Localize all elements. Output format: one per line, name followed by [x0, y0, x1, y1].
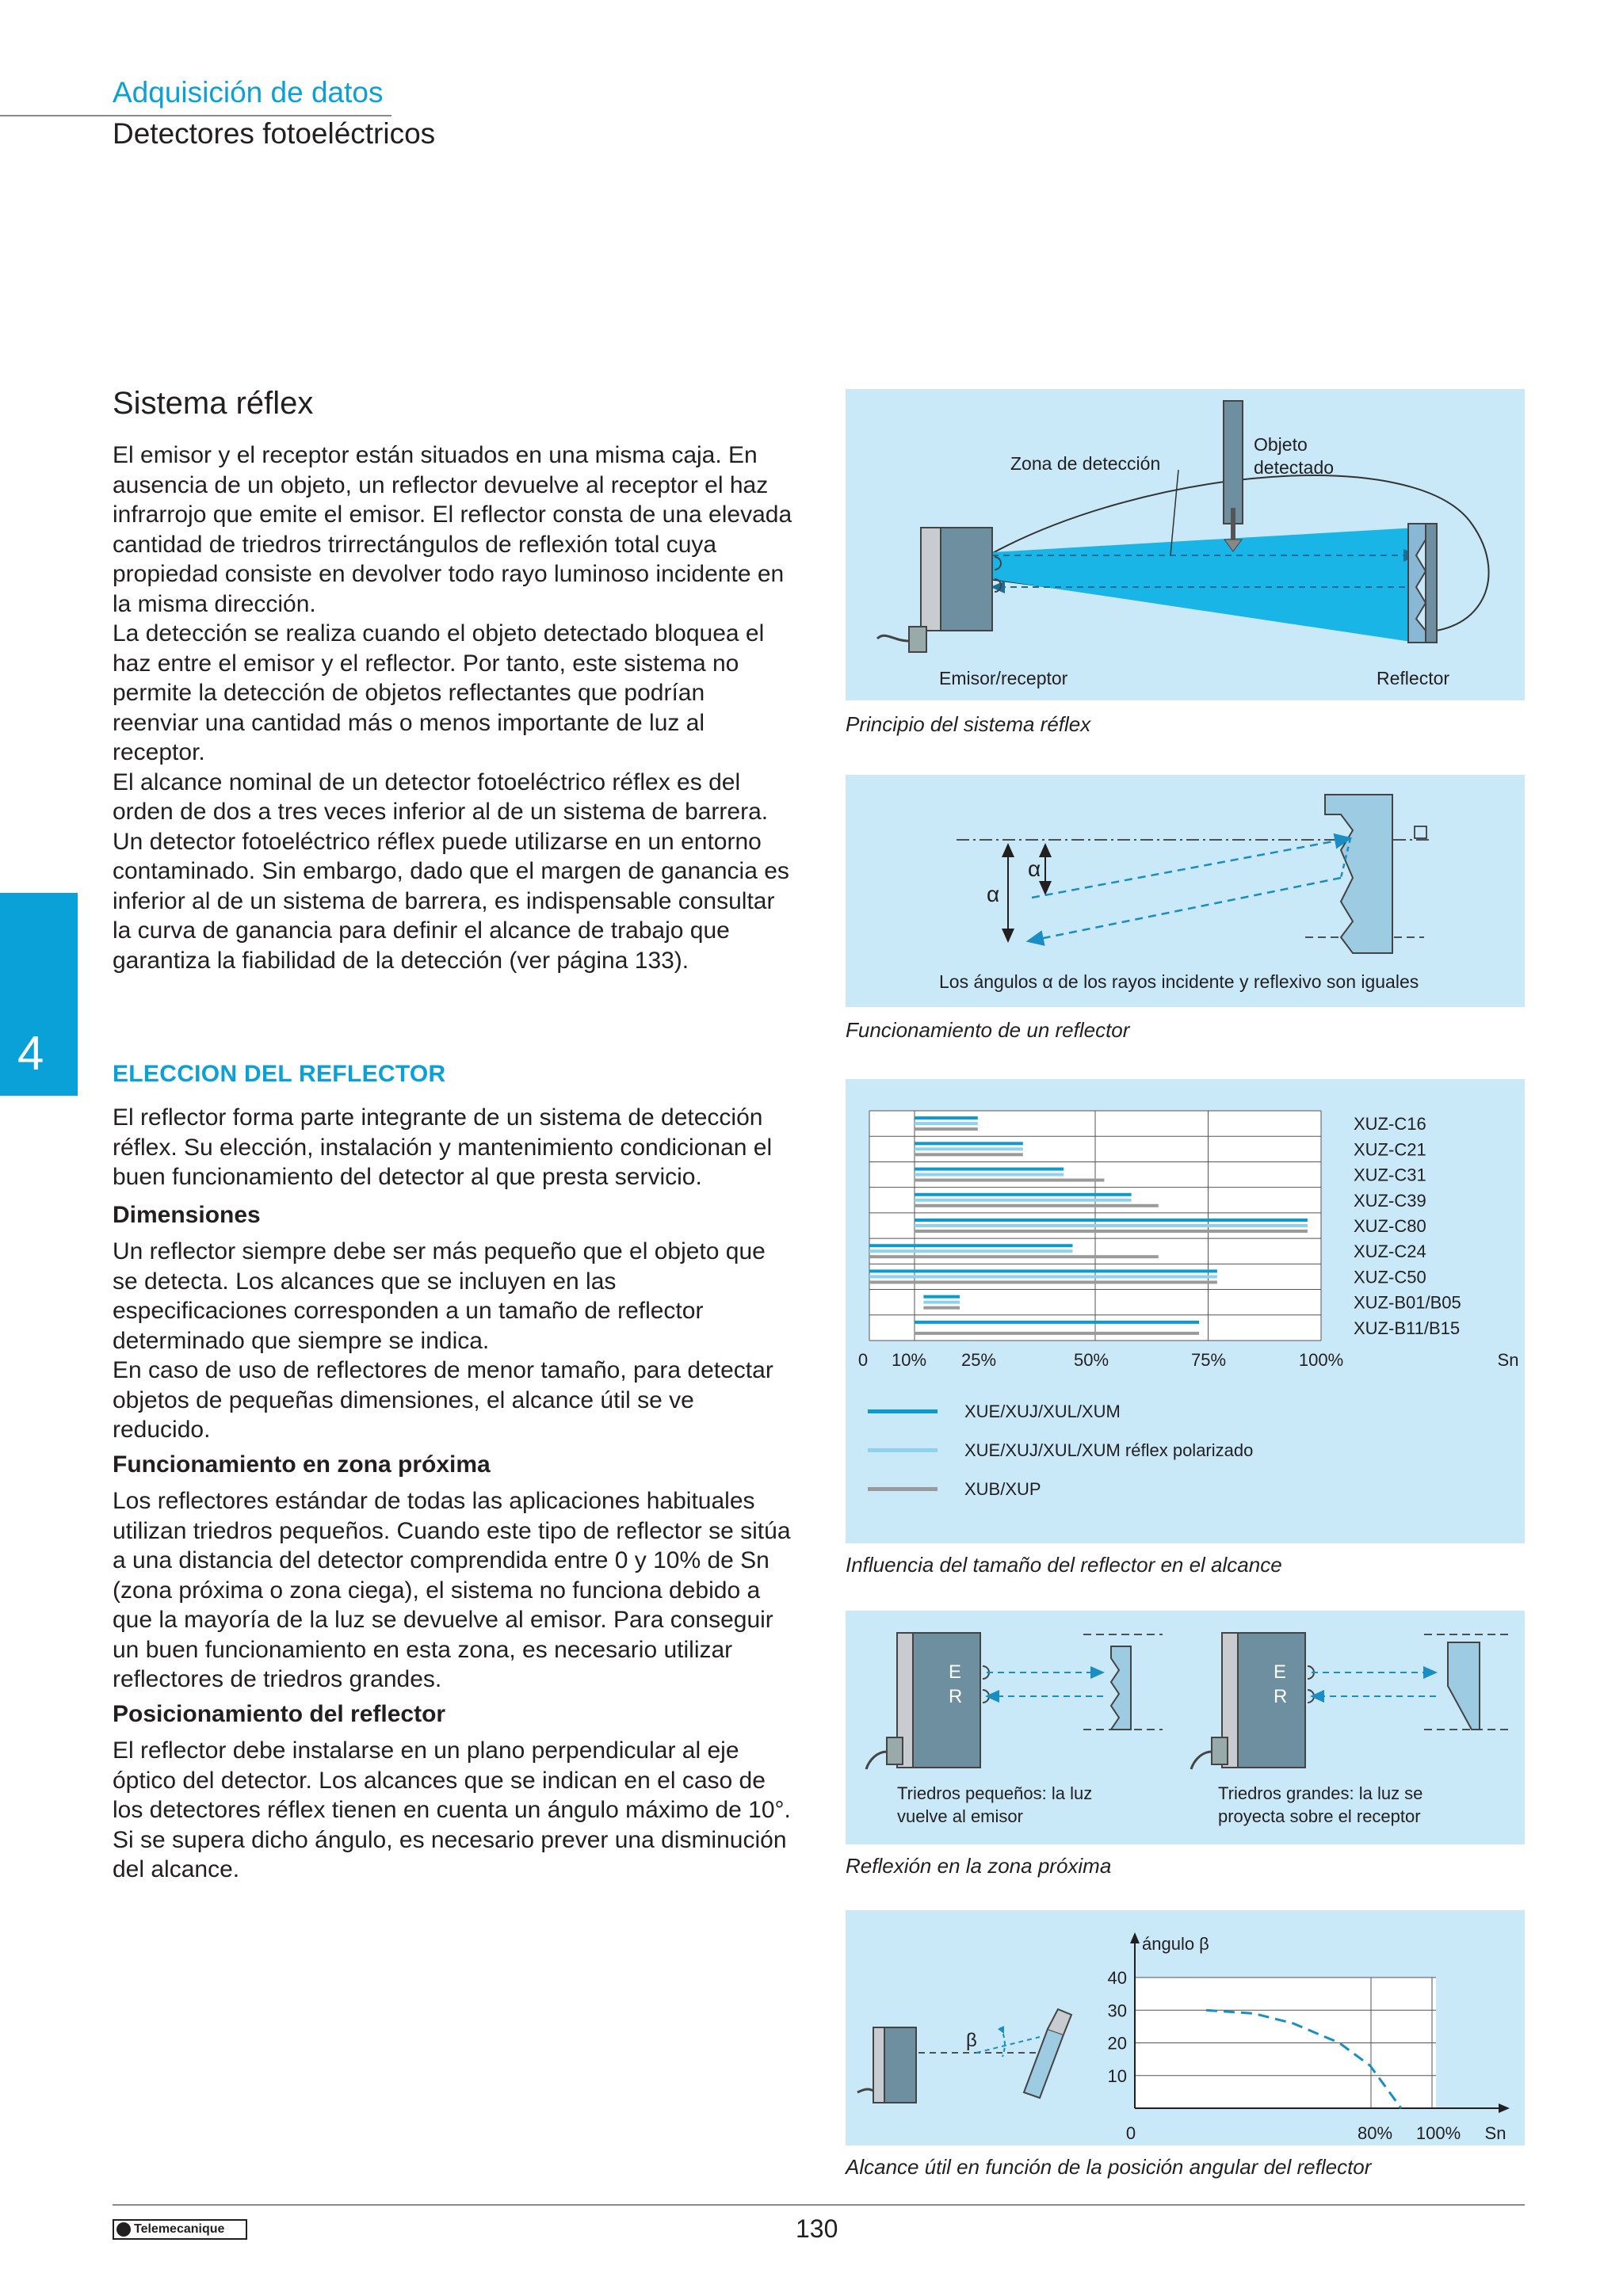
x-axis-arrow	[1499, 2103, 1510, 2113]
chart-bar	[915, 1168, 1064, 1171]
intro-paragraph: El emisor y el receptor están situados en una misma caja. En ausencia de un objeto, un reflector devuelve al receptor el haz infrarrojo que emite el emisor. El reflector consta de una elevada cantidad de triedros trirrectángulos de reflexión total cuya propiedad consiste en devolver todo rayo luminoso incidente en la misma dirección.	[113, 442, 792, 617]
dimensions-text	[113, 1237, 794, 1445]
x-tick-label: Sn	[1484, 2123, 1507, 2143]
x-tick-label: 100%	[1298, 1350, 1344, 1370]
chart-bar	[869, 1255, 1159, 1258]
right-lens-icon	[1308, 1666, 1314, 1703]
chart-bar	[915, 1122, 978, 1125]
chart-bar	[923, 1295, 960, 1299]
y-tick-label: 20	[1107, 2033, 1127, 2054]
logo-mark-icon	[116, 2222, 131, 2237]
figure-angle-chart	[846, 1910, 1525, 2145]
telemecanique-logo: Telemecanique	[113, 2219, 247, 2240]
right-cable	[1191, 1752, 1212, 1769]
near-zone-heading: Funcionamiento en zona próxima	[113, 1451, 491, 1478]
chapter-number: 4	[17, 1027, 44, 1080]
object-label-line1: Objeto	[1254, 434, 1308, 455]
small-triedros-reflector	[1111, 1646, 1131, 1730]
left-note-line1: Triedros pequeños: la luz	[897, 1783, 1093, 1803]
reflector-heading: ELECCION DEL REFLECTOR	[113, 1061, 446, 1087]
legend-label: XUE/XUJ/XUL/XUM réflex polarizado	[964, 1440, 1254, 1460]
caption-fig1: Principio del sistema réflex	[846, 712, 1091, 736]
angle-range-chart	[846, 1910, 1525, 2145]
emitter-receiver	[941, 528, 992, 631]
emitter-label: Emisor/receptor	[939, 668, 1068, 688]
chart-bar	[915, 1116, 978, 1119]
x-tick-label: 50%	[1073, 1350, 1109, 1370]
alpha-label-outer: α	[987, 882, 1000, 906]
right-sensor	[1238, 1633, 1305, 1768]
legend-swatch	[868, 1448, 938, 1452]
caption-fig5: Alcance útil en función de la posición angular del reflector	[846, 2155, 1372, 2179]
header-divider	[0, 115, 391, 116]
x-tick-label: 10%	[891, 1350, 927, 1370]
reflector-label: Reflector	[1377, 668, 1450, 688]
cable	[877, 635, 909, 641]
x-tick-label: 25%	[960, 1350, 997, 1370]
header-section: Adquisición de datos	[113, 76, 384, 109]
caption-fig3: Influencia del tamaño del reflector en el alcance	[846, 1553, 1282, 1577]
chart-bar	[915, 1224, 1308, 1227]
category-label: XUZ-C31	[1354, 1165, 1426, 1185]
chart-bar	[915, 1204, 1159, 1207]
chart-bar	[915, 1321, 1199, 1324]
reflector-size-bar-chart	[846, 1079, 1525, 1543]
category-label: XUZ-B11/B15	[1354, 1318, 1461, 1338]
legend-label: XUB/XUP	[964, 1479, 1041, 1499]
chart-bar	[923, 1301, 960, 1304]
header-subsection: Detectores fotoeléctricos	[113, 117, 436, 150]
category-label: XUZ-C21	[1354, 1139, 1426, 1160]
reflector-angle-diagram	[846, 775, 1525, 1007]
incident-ray	[1032, 838, 1350, 898]
intro-text	[113, 441, 794, 975]
reflex-principle-diagram	[846, 389, 1525, 700]
chart-bar	[915, 1153, 1023, 1156]
chart-bar	[915, 1142, 1023, 1145]
figure-reflector-size-chart	[846, 1079, 1525, 1543]
chart-bar	[915, 1173, 1064, 1177]
chart-bar	[923, 1306, 960, 1310]
tilted-ray	[976, 2037, 1040, 2053]
page-number: 130	[796, 2214, 838, 2243]
x-tick-label: 75%	[1190, 1350, 1227, 1370]
category-label: XUZ-C24	[1354, 1241, 1426, 1262]
beta-arc-head	[998, 2026, 1004, 2034]
right-angle-mark	[1415, 826, 1426, 838]
reflector-icon	[1325, 795, 1392, 953]
left-lens-icon	[983, 1666, 989, 1703]
chart-bar	[915, 1219, 1308, 1222]
light-beam	[992, 528, 1416, 643]
left-e-label: E	[949, 1661, 962, 1683]
figure-reflex-principle	[846, 389, 1525, 700]
left-note-line2: vuelve al emisor	[897, 1806, 1023, 1826]
left-cable-gland	[887, 1737, 903, 1764]
near-zone-text: Los reflectores estándar de todas las aplicaciones habituales utilizan triedros pequeños. Cuando este tipo de reflector se sitúa a una distancia del detector comprendida entre 0 y 10% de Sn (zona próxima o zona ciega), el sistema no funciona debido a que la mayoría de la luz se devuelve al emisor. Para conseguir un buen funcionamiento en esta zona, es necesario utilizar reflectores de triedros grandes.	[113, 1488, 791, 1692]
left-r-label: R	[949, 1686, 963, 1707]
beta-label: β	[966, 2030, 977, 2051]
category-label: XUZ-C39	[1354, 1190, 1426, 1211]
intro-paragraph: La detección se realiza cuando el objeto detectado bloquea el haz entre el emisor y el reflector. Por tanto, este sistema no permite la detección de objetos reflectantes que podrían reenviar una cantidad más o menos importante de luz al receptor.	[113, 620, 765, 765]
chart-bar	[915, 1199, 1132, 1202]
emitter-housing-back	[921, 528, 941, 631]
category-label: XUZ-C16	[1354, 1114, 1426, 1135]
category-label: XUZ-C80	[1354, 1216, 1426, 1236]
chart-bar	[915, 1147, 1023, 1150]
right-r-label: R	[1274, 1686, 1288, 1707]
chart-bar	[915, 1179, 1104, 1182]
chart-bar	[915, 1332, 1199, 1335]
caption-fig2: Funcionamiento de un reflector	[846, 1018, 1130, 1042]
sensor-icon	[884, 2027, 916, 2103]
object-label-line2: detectado	[1254, 457, 1335, 478]
dimensions-paragraph: Un reflector siempre debe ser más pequeño que el objeto que se detecta. Los alcances que se incluyen en las especificaciones corresponden a un tamaño de reflector determinado que siempre se indica.	[113, 1238, 766, 1354]
y-axis-arrow	[1130, 1932, 1140, 1943]
chart-bar	[869, 1249, 1073, 1253]
right-note-line1: Triedros grandes: la luz se	[1218, 1783, 1423, 1803]
sensor-back	[873, 2027, 884, 2103]
figure-near-zone	[846, 1611, 1525, 1844]
alpha-label-inner: α	[1028, 856, 1041, 881]
x-tick-label: 0	[857, 1350, 869, 1370]
footer-divider	[113, 2204, 1525, 2206]
chart-bar	[869, 1244, 1073, 1247]
caption-fig4: Reflexión en la zona próxima	[846, 1854, 1112, 1878]
chart-bar	[915, 1193, 1132, 1196]
dimensions-heading: Dimensiones	[113, 1202, 261, 1228]
category-label: XUZ-B01/B05	[1354, 1292, 1461, 1313]
near-zone-diagram	[846, 1611, 1525, 1844]
cable-gland	[909, 627, 926, 652]
intro-paragraph: Un detector fotoeléctrico réflex puede utilizarse en un entorno contaminado. Sin embargo, dado que el margen de ganancia es inferior al de un sistema de barrera, es indispensable consultar la curva de ganancia para definir el alcance de trabajo que garantiza la fiabilidad de la detección (ver página 133).	[113, 828, 789, 974]
positioning-text: El reflector debe instalarse en un plano perpendicular al eje óptico del detector. Los alcances que se indican en el caso de los detectores réflex tienen en cuenta un ángulo máximo de 10°. Si se supera dicho ángulo, es necesario prever una disminución del alcance.	[113, 1737, 791, 1882]
y-tick-label: 10	[1107, 2065, 1127, 2086]
legend-label: XUE/XUJ/XUL/XUM	[964, 1402, 1121, 1421]
angle-note: Los ángulos α de los rayos incidente y reflexivo son iguales	[939, 971, 1419, 992]
reflected-ray	[1028, 878, 1341, 941]
x-tick-label: 0	[1125, 2123, 1136, 2143]
dimensions-paragraph: En caso de uso de reflectores de menor tamaño, para detectar objetos de pequeñas dimensiones, el alcance útil se ve reducido.	[113, 1357, 773, 1443]
x-tick-label: 80%	[1357, 2123, 1393, 2143]
legend-swatch	[868, 1409, 938, 1413]
chart-bar	[869, 1275, 1217, 1278]
left-sensor	[913, 1633, 980, 1768]
legend-swatch	[868, 1487, 938, 1491]
zone-label: Zona de detección	[1010, 453, 1161, 474]
chart-bar	[915, 1230, 1308, 1233]
y-axis-label: ángulo β	[1142, 1934, 1209, 1954]
right-cable-gland	[1212, 1737, 1228, 1764]
chart-bar	[869, 1269, 1217, 1272]
right-e-label: E	[1274, 1661, 1287, 1683]
sensor-cable	[857, 2089, 873, 2092]
left-cable	[866, 1752, 887, 1769]
reflector-body	[1426, 524, 1437, 643]
chart-bar	[869, 1280, 1217, 1283]
reflector-icon	[1408, 524, 1426, 643]
reflector-intro: El reflector forma parte integrante de un sistema de detección réflex. Su elección, instalación y mantenimiento condicionan el buen funcionamiento del detector al que presta servicio.	[113, 1104, 773, 1190]
x-tick-label: 100%	[1415, 2123, 1461, 2143]
category-label: XUZ-C50	[1354, 1267, 1426, 1287]
figure-reflector-operation	[846, 775, 1525, 1007]
large-triedros-reflector	[1448, 1642, 1480, 1730]
intro-paragraph: El alcance nominal de un detector fotoeléctrico réflex es del orden de dos a tres veces inferior al de un sistema de barrera.	[113, 769, 769, 825]
right-note-line2: proyecta sobre el receptor	[1218, 1806, 1421, 1826]
section-title: Sistema réflex	[113, 386, 314, 421]
positioning-heading: Posicionamiento del reflector	[113, 1701, 446, 1727]
y-tick-label: 30	[1107, 2000, 1127, 2021]
chart-bar	[915, 1127, 978, 1131]
x-tick-label: Sn	[1497, 1350, 1519, 1370]
detected-object	[1224, 401, 1243, 524]
y-tick-label: 40	[1107, 1968, 1127, 1988]
